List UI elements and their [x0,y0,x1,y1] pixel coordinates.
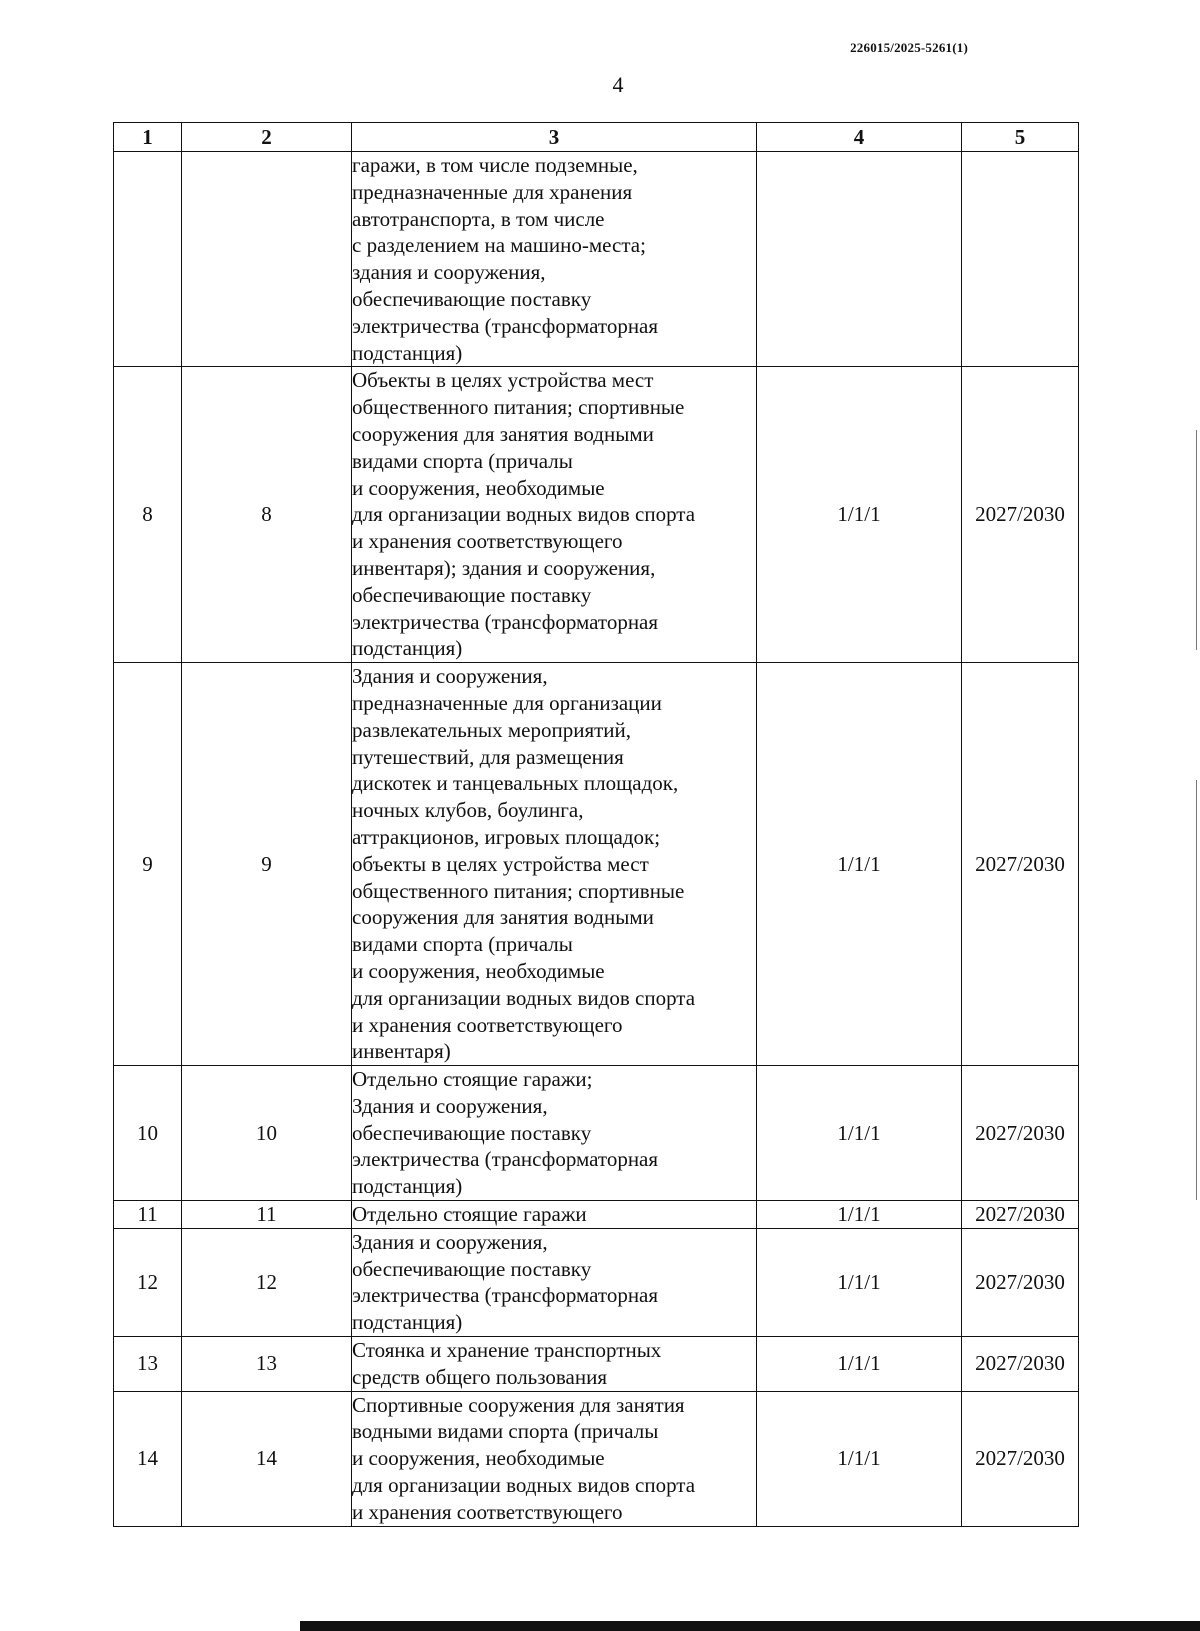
ratio-cell: 1/1/1 [757,663,962,1066]
description-line: видами спорта (причалы [352,932,573,957]
table-row [114,1201,1079,1229]
description-line: средств общего пользования [352,1364,608,1389]
description-line: сооружения для занятия водными [352,421,654,446]
description-line: автотранспорта, в том числе [352,206,605,231]
description-line: путешествий, для размещения [352,744,624,769]
description-line: Отдельно стоящие гаражи; [352,1067,593,1092]
description-line: обеспечивающие поставку [352,582,592,607]
description-cell [352,1337,757,1392]
description-line: предназначенные для организации [352,690,662,715]
row-number-cell: 13 [114,1337,182,1392]
document-table [113,122,1079,1527]
row-number-cell: 14 [114,1391,182,1526]
description-line: Здания и сооружения, [352,1093,548,1118]
row-number-cell: 11 [114,1201,182,1229]
years-cell: 2027/2030 [962,1066,1079,1201]
years-cell: 2027/2030 [962,1201,1079,1229]
description-line: Объекты в целях устройства мест [352,368,654,393]
description-cell [352,1228,757,1336]
column-header: 3 [352,123,757,152]
ratio-cell: 1/1/1 [757,1066,962,1201]
description-line: электричества (трансформаторная [352,1147,659,1172]
row-number-cell: 8 [114,367,182,663]
table-row [114,367,1079,663]
description-line: с разделением на машино-места; [352,233,646,258]
description-cell [352,367,757,663]
years-cell [962,152,1079,367]
zone-number-cell: 9 [182,663,352,1066]
table-header-row [114,123,1079,152]
ratio-cell [757,152,962,367]
description-line: развлекательных мероприятий, [352,717,632,742]
description-line: здания и сооружения, [352,260,546,285]
description-line: и сооружения, необходимые [352,1446,605,1471]
column-header: 4 [757,123,962,152]
row-number-cell [114,152,182,367]
description-line: и хранения соответствующего [352,1012,623,1037]
description-line: обеспечивающие поставку [352,1256,592,1281]
row-number-cell: 10 [114,1066,182,1201]
description-line: видами спорта (причалы [352,448,573,473]
description-line: Стоянка и хранение транспортных [352,1338,662,1363]
table-row [114,1066,1079,1201]
column-header: 1 [114,123,182,152]
description-line: Здания и сооружения, [352,1229,548,1254]
table-row [114,152,1079,367]
zone-number-cell [182,152,352,367]
description-line: электричества (трансформаторная [352,609,659,634]
description-cell [352,152,757,367]
zone-number-cell: 11 [182,1201,352,1229]
table-row [114,1337,1079,1392]
years-cell: 2027/2030 [962,1337,1079,1392]
description-line: подстанция) [352,636,463,661]
description-line: для организации водных видов спорта [352,502,696,527]
description-line: Отдельно стоящие гаражи [352,1202,587,1227]
description-line: для организации водных видов спорта [352,1473,696,1498]
description-cell [352,1201,757,1229]
column-header: 2 [182,123,352,152]
description-line: инвентаря) [352,1039,451,1064]
table-row [114,663,1079,1066]
description-line: общественного питания; спортивные [352,878,685,903]
description-line: и сооружения, необходимые [352,958,605,983]
description-line: и сооружения, необходимые [352,475,605,500]
description-line: и хранения соответствующего [352,1499,623,1524]
column-header: 5 [962,123,1079,152]
scan-edge-mark [1196,780,1197,1200]
ratio-cell: 1/1/1 [757,367,962,663]
description-line: Здания и сооружения, [352,664,548,689]
ratio-cell: 1/1/1 [757,1337,962,1392]
description-line: и хранения соответствующего [352,529,623,554]
description-line: водными видами спорта (причалы [352,1419,659,1444]
description-cell [352,1391,757,1526]
years-cell: 2027/2030 [962,1391,1079,1526]
description-line: подстанция) [352,1310,463,1335]
row-number-cell: 9 [114,663,182,1066]
description-line: подстанция) [352,1174,463,1199]
ratio-cell: 1/1/1 [757,1228,962,1336]
table-body [114,152,1079,1527]
years-cell: 2027/2030 [962,663,1079,1066]
description-line: ночных клубов, боулинга, [352,798,584,823]
years-cell: 2027/2030 [962,367,1079,663]
zone-number-cell: 10 [182,1066,352,1201]
ratio-cell: 1/1/1 [757,1201,962,1229]
zone-number-cell: 13 [182,1337,352,1392]
description-line: гаражи, в том числе подземные, [352,153,638,177]
description-line: объекты в целях устройства мест [352,851,649,876]
description-line: подстанция) [352,340,463,365]
page-number: 4 [612,72,624,97]
description-line: предназначенные для хранения [352,179,633,204]
description-line: для организации водных видов спорта [352,985,696,1010]
description-line: дискотек и танцевальных площадок, [352,771,679,796]
description-line: электричества (трансформаторная [352,1283,659,1308]
description-line: аттракционов, игровых площадок; [352,824,661,849]
description-line: сооружения для занятия водными [352,905,654,930]
row-number-cell: 12 [114,1228,182,1336]
description-line: обеспечивающие поставку [352,286,592,311]
description-cell [352,663,757,1066]
description-cell [352,1066,757,1201]
description-line: обеспечивающие поставку [352,1120,592,1145]
description-line: инвентаря); здания и сооружения, [352,555,656,580]
description-line: Спортивные сооружения для занятия [352,1392,685,1417]
description-line: электричества (трансформаторная [352,313,659,338]
table-row [114,1228,1079,1336]
years-cell: 2027/2030 [962,1228,1079,1336]
scan-edge-mark [1196,430,1197,650]
table-row [114,1391,1079,1526]
zone-number-cell: 8 [182,367,352,663]
description-line: общественного питания; спортивные [352,395,685,420]
ratio-cell: 1/1/1 [757,1391,962,1526]
document-id: 226015/2025-5261(1) [850,40,968,55]
zone-number-cell: 12 [182,1228,352,1336]
zone-number-cell: 14 [182,1391,352,1526]
scan-bottom-edge [300,1621,1200,1631]
